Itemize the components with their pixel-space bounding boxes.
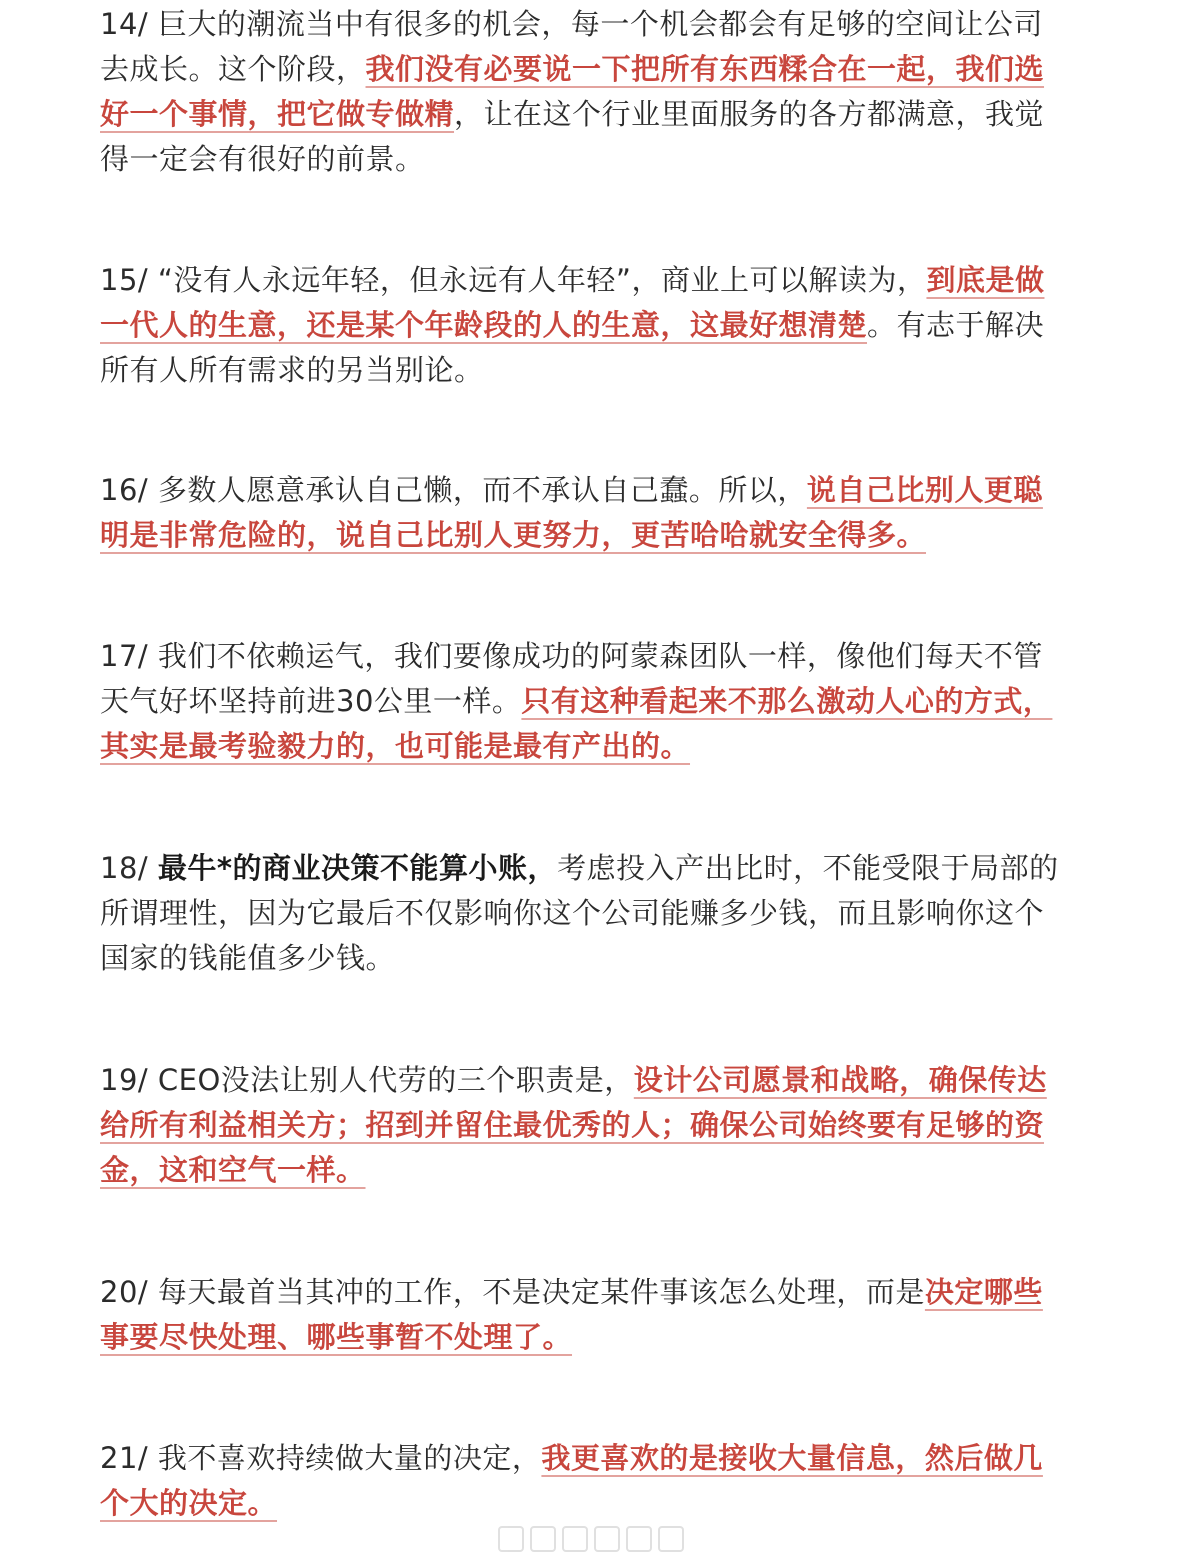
- highlighted-text: 说自己比别人更聪明是非常危险的，说自己比别人更努力，更苦哈哈就安全得多。: [100, 473, 1043, 552]
- quote-text: 14/ 巨大的潮流当中有很多的机会，每一个机会都会有足够的空间让公司去成长。这个阶段，: [100, 7, 1043, 86]
- highlighted-text: 只有这种看起来不那么激动人心的方式，其实是最考验毅力的，也可能是最有产出的。: [100, 684, 1053, 763]
- quote-text: 19/ CEO没法让别人代劳的三个职责是，: [100, 1063, 634, 1097]
- quote-text: 16/ 多数人愿意承认自己懒，而不承认自己蠢。所以，: [100, 473, 807, 507]
- highlighted-text: 我更喜欢的是接收大量信息，然后做几个大的决定。: [100, 1441, 1043, 1520]
- highlighted-text: 到底是做一代人的生意，还是某个年龄段的人的生意，这最好想清楚: [100, 263, 1045, 342]
- quote-item-15: [100, 258, 1060, 393]
- quote-item-17: [100, 634, 1060, 769]
- quote-item-18: [100, 846, 1060, 981]
- watermark-glyph-icon: [594, 1526, 620, 1552]
- quote-text: 考虑投入产出比时，不能受限于局部的所谓理性，因为它最后不仅影响你这个公司能赚多少钱，而且影响你这个国家的钱能值多少钱。: [100, 851, 1059, 975]
- watermark-glyph-icon: [562, 1526, 588, 1552]
- quote-text: 15/ “没有人永远年轻，但永远有人年轻”，商业上可以解读为，: [100, 263, 927, 297]
- watermark-glyph-icon: [658, 1526, 684, 1552]
- quote-item-19: [100, 1058, 1060, 1193]
- quote-item-16: [100, 468, 1060, 558]
- quote-text: 。有志于解决所有人所有需求的另当别论。: [100, 308, 1045, 387]
- highlighted-text: 我们没有必要说一下把所有东西糅合在一起，我们选好一个事情，把它做专做精: [100, 52, 1045, 131]
- quote-item-20: [100, 1270, 1060, 1360]
- watermark-glyph-icon: [498, 1526, 524, 1552]
- highlighted-text: 决定哪些事要尽快处理、哪些事暂不处理了。: [100, 1275, 1043, 1354]
- quote-text: 18/: [100, 851, 158, 885]
- bold-text: 最牛*的商业决策不能算小账，: [157, 851, 558, 885]
- watermark: [498, 1519, 688, 1559]
- quote-text: 20/ 每天最首当其冲的工作，不是决定某件事该怎么处理，而是: [100, 1275, 925, 1309]
- quote-text: 21/ 我不喜欢持续做大量的决定，: [100, 1441, 542, 1475]
- quote-item-21: [100, 1436, 1060, 1526]
- quote-item-14: [100, 2, 1060, 182]
- watermark-glyph-icon: [530, 1526, 556, 1552]
- quote-text: ，让在这个行业里面服务的各方都满意，我觉得一定会有很好的前景。: [100, 97, 1045, 176]
- watermark-glyph-icon: [626, 1526, 652, 1552]
- highlighted-text: 设计公司愿景和战略，确保传达给所有利益相关方；招到并留住最优秀的人；确保公司始终要有足够的资金，这和空气一样。: [100, 1063, 1047, 1187]
- quote-text: 17/ 我们不依赖运气，我们要像成功的阿蒙森团队一样，像他们每天不管天气好坏坚持前进30公里一样。: [100, 639, 1043, 718]
